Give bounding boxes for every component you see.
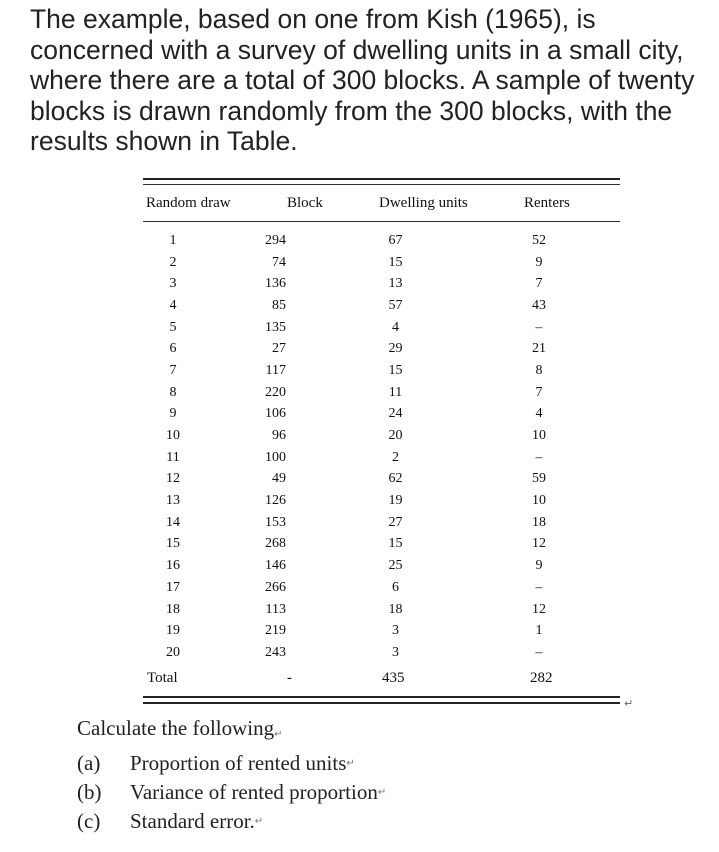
cell-random-draw: 1 (169, 232, 177, 248)
calc-section (77, 714, 386, 836)
table-bottom-rule-inner (143, 702, 620, 704)
table-row (143, 360, 620, 382)
intro-paragraph: The example, based on one from Kish (1965), is concerned with a survey of dwelling units in a small city, where there are a total of 300 blocks. A sample of twenty blocks is drawn randomly from the 300 blocks, with the results shown in Table. (30, 4, 695, 156)
cell-random-draw: 9 (169, 406, 177, 422)
cell-block: 96 (272, 428, 286, 444)
table-row (143, 490, 620, 512)
table-row (143, 642, 620, 664)
cell-renters: 43 (532, 297, 546, 313)
table-bottom-rule (143, 696, 620, 698)
cell-dwelling-units: 18 (388, 601, 403, 617)
cell-dwelling-units: 15 (388, 362, 403, 378)
table-row (143, 338, 620, 360)
cell-block: 126 (265, 493, 286, 509)
table-row (143, 295, 620, 317)
cell-block: 268 (265, 536, 286, 552)
return-mark: ↵ (254, 816, 264, 827)
cell-block: 49 (272, 471, 286, 487)
cell-dwelling-units: 6 (392, 579, 399, 595)
cell-dwelling-units: 62 (388, 471, 403, 487)
cell-dwelling-units: 27 (388, 514, 403, 530)
total-label: Total (147, 670, 178, 686)
cell-random-draw: 8 (169, 384, 177, 400)
table-row (143, 404, 620, 426)
cell-random-draw: 16 (166, 558, 180, 574)
cell-dwelling-units: 15 (388, 536, 403, 552)
cell-renters: 59 (532, 471, 546, 487)
cell-renters: – (535, 579, 543, 595)
return-mark: ↵ (274, 729, 283, 740)
cell-block: 100 (265, 449, 286, 465)
cell-renters: 18 (532, 514, 546, 530)
return-mark: ↵ (346, 758, 355, 769)
cell-renters: 7 (535, 276, 543, 292)
return-mark: ↵ (624, 697, 634, 710)
cell-block: 219 (265, 623, 286, 639)
cell-dwelling-units: 57 (388, 297, 403, 313)
cell-block: 146 (265, 558, 286, 574)
cell-block: 220 (265, 384, 286, 400)
cell-random-draw: 6 (169, 341, 177, 357)
table-row (143, 469, 620, 491)
cell-block: 243 (265, 644, 286, 660)
cell-dwelling-units: 3 (392, 623, 399, 639)
header-renters: Renters (524, 195, 570, 211)
cell-block: 135 (265, 319, 286, 335)
cell-renters: 12 (532, 536, 546, 552)
table-row (143, 599, 620, 621)
cell-dwelling-units: 2 (392, 449, 399, 465)
cell-renters: 9 (535, 558, 543, 574)
header-block: Block (287, 195, 323, 211)
cell-dwelling-units: 29 (388, 341, 403, 357)
cell-random-draw: 19 (166, 623, 180, 639)
cell-renters: 10 (532, 493, 546, 509)
cell-random-draw: 18 (166, 601, 180, 617)
table-row (143, 555, 620, 577)
cell-dwelling-units: 24 (388, 406, 403, 422)
table-top-rule (143, 178, 620, 180)
cell-renters: 8 (535, 362, 543, 378)
cell-block: 27 (272, 341, 286, 357)
table-top-rule-inner (143, 184, 620, 185)
cell-dwelling-units: 25 (388, 558, 403, 574)
table-row (143, 252, 620, 274)
table-row (143, 577, 620, 599)
total-block: - (287, 670, 292, 686)
cell-random-draw: 4 (169, 297, 177, 313)
table-row (143, 230, 620, 252)
cell-block: 85 (272, 297, 286, 313)
cell-random-draw: 2 (169, 254, 177, 270)
cell-renters: – (535, 644, 543, 660)
cell-renters: 9 (535, 254, 543, 270)
cell-random-draw: 5 (169, 319, 177, 335)
cell-renters: 21 (532, 341, 546, 357)
cell-random-draw: 15 (166, 536, 180, 552)
calc-title: Calculate the following↵ (77, 716, 283, 740)
table-row (143, 273, 620, 295)
table-row (143, 382, 620, 404)
cell-random-draw: 17 (166, 579, 180, 595)
cell-renters: 12 (532, 601, 546, 617)
cell-renters: 4 (535, 406, 543, 422)
table-row (143, 447, 620, 469)
cell-renters: 1 (535, 623, 543, 639)
cell-dwelling-units: 3 (392, 644, 399, 660)
cell-block: 113 (265, 601, 286, 617)
cell-renters: – (535, 449, 543, 465)
table-row (143, 512, 620, 534)
cell-random-draw: 10 (166, 428, 180, 444)
cell-renters: 52 (532, 232, 546, 248)
cell-renters: – (535, 319, 543, 335)
cell-dwelling-units: 11 (388, 384, 403, 400)
cell-dwelling-units: 13 (388, 276, 403, 292)
cell-block: 136 (265, 276, 286, 292)
cell-random-draw: 7 (169, 362, 177, 378)
cell-random-draw: 3 (169, 276, 177, 292)
header-rule (143, 221, 620, 222)
calc-item-a: (a) Proportion of rented units ↵ (77, 749, 386, 778)
cell-random-draw: 12 (166, 471, 180, 487)
cell-block: 294 (265, 232, 286, 248)
total-dwelling: 435 (382, 670, 405, 686)
cell-dwelling-units: 19 (388, 493, 403, 509)
cell-block: 266 (265, 579, 286, 595)
cell-renters: 10 (532, 428, 546, 444)
table-row (143, 425, 620, 447)
cell-dwelling-units: 20 (388, 428, 403, 444)
table-row (143, 317, 620, 339)
calc-item-c: (c) Standard error. ↵ (77, 807, 386, 836)
table-row (143, 534, 620, 556)
cell-renters: 7 (535, 384, 543, 400)
cell-dwelling-units: 15 (388, 254, 403, 270)
cell-dwelling-units: 67 (388, 232, 403, 248)
cell-block: 74 (272, 254, 286, 270)
table-row (143, 620, 620, 642)
calc-item-b: (b) Variance of rented proportion ↵ (77, 778, 386, 807)
return-mark: ↵ (377, 787, 387, 798)
cell-random-draw: 14 (166, 514, 180, 530)
cell-block: 153 (265, 514, 286, 530)
total-renters: 282 (530, 670, 553, 686)
header-dwelling-units: Dwelling units (379, 195, 468, 211)
cell-random-draw: 11 (166, 449, 180, 465)
header-random-draw: Random draw (146, 195, 231, 211)
cell-random-draw: 13 (166, 493, 180, 509)
cell-random-draw: 20 (166, 644, 180, 660)
cell-block: 117 (265, 362, 286, 378)
data-table (143, 230, 620, 664)
cell-dwelling-units: 4 (392, 319, 399, 335)
cell-block: 106 (265, 406, 286, 422)
